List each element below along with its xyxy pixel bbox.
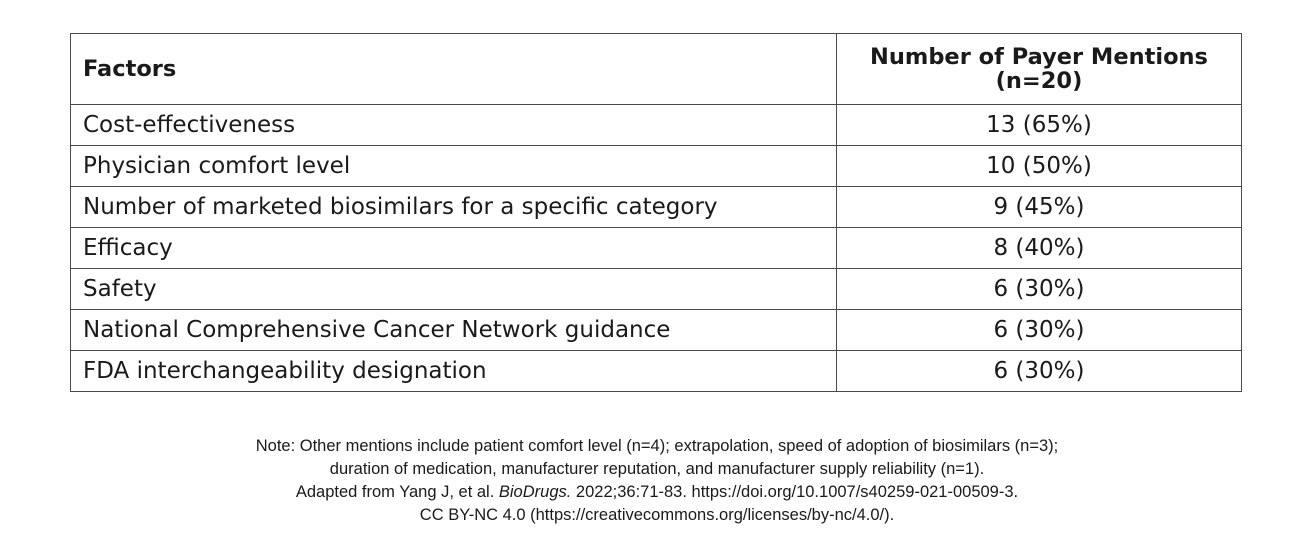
table-footnote xyxy=(0,435,1314,527)
factor-cell: Physician comfort level xyxy=(71,146,837,187)
mentions-cell: 6 (30%) xyxy=(837,269,1242,310)
header-payer-mentions-line2: (n=20) xyxy=(995,68,1083,94)
mentions-cell: 9 (45%) xyxy=(837,187,1242,228)
footnote-citation xyxy=(0,481,1314,504)
header-payer-mentions-line1: Number of Payer Mentions xyxy=(870,44,1208,70)
mentions-cell: 6 (30%) xyxy=(837,310,1242,351)
mentions-cell: 10 (50%) xyxy=(837,146,1242,187)
table-row xyxy=(71,310,1242,351)
table-row xyxy=(71,105,1242,146)
citation-prefix: Adapted from Yang J, et al. xyxy=(295,483,499,501)
factor-cell: Number of marketed biosimilars for a specific category xyxy=(71,187,837,228)
factors-table-container xyxy=(70,33,1241,392)
table-row xyxy=(71,228,1242,269)
factor-cell: Safety xyxy=(71,269,837,310)
footnote-license: CC BY-NC 4.0 (https://creativecommons.org/licenses/by-nc/4.0/). xyxy=(419,506,895,524)
table-row xyxy=(71,187,1242,228)
mentions-cell: 6 (30%) xyxy=(837,351,1242,392)
citation-suffix: 2022;36:71-83. https://doi.org/10.1007/s40259-021-00509-3. xyxy=(571,483,1019,501)
factor-cell: National Comprehensive Cancer Network guidance xyxy=(71,310,837,351)
header-factors: Factors xyxy=(71,34,837,105)
footnote-line-1: Note: Other mentions include patient comfort level (n=4); extrapolation, speed of adoption of biosimilars (n=3); xyxy=(255,437,1059,455)
factor-cell: Cost-effectiveness xyxy=(71,105,837,146)
header-payer-mentions xyxy=(837,34,1242,105)
table-header-row xyxy=(71,34,1242,105)
mentions-cell: 13 (65%) xyxy=(837,105,1242,146)
factor-cell: Efficacy xyxy=(71,228,837,269)
footnote-line-2: duration of medication, manufacturer reputation, and manufacturer supply reliability (n=1). xyxy=(329,460,985,478)
factors-table xyxy=(70,33,1242,392)
mentions-cell: 8 (40%) xyxy=(837,228,1242,269)
table-row xyxy=(71,269,1242,310)
table-row xyxy=(71,146,1242,187)
factor-cell: FDA interchangeability designation xyxy=(71,351,837,392)
citation-journal: BioDrugs. xyxy=(498,483,572,501)
table-row xyxy=(71,351,1242,392)
